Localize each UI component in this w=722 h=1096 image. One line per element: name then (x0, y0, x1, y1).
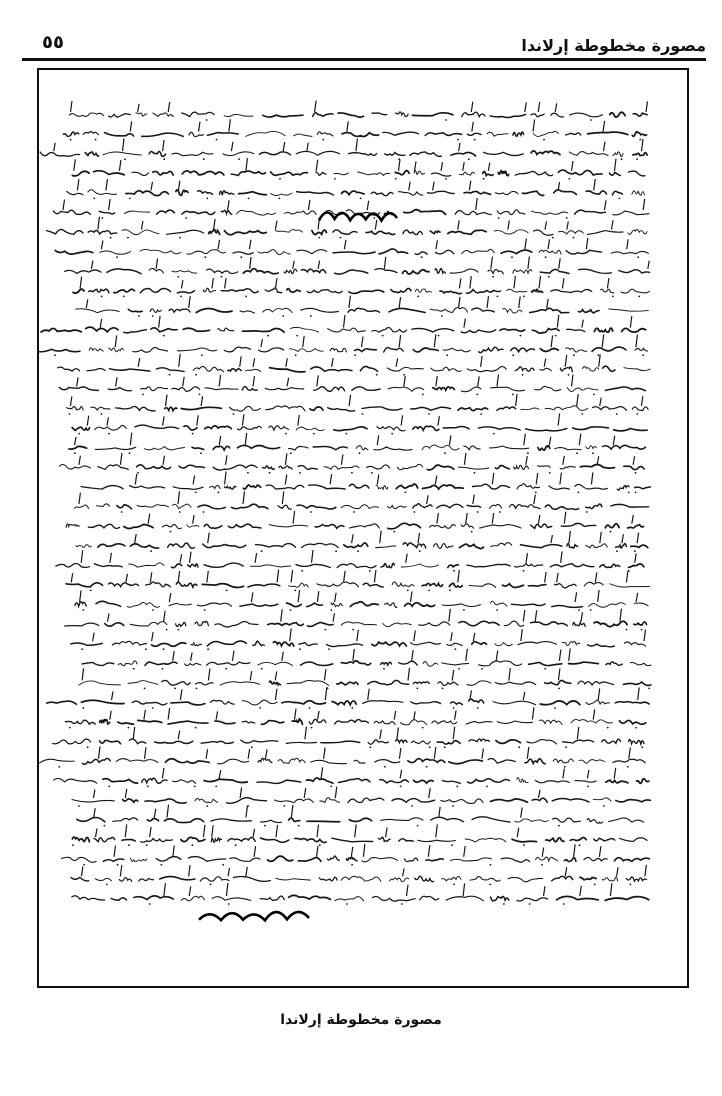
manuscript-line (65, 707, 645, 728)
manuscript-line (39, 334, 648, 356)
emphasized-word (199, 912, 309, 920)
manuscript-line (63, 119, 646, 140)
manuscript-frame (37, 68, 689, 988)
manuscript-line (72, 158, 644, 180)
manuscript-line (76, 531, 648, 553)
manuscript-line (72, 824, 647, 846)
manuscript-line (65, 256, 650, 277)
manuscript-line (79, 668, 651, 690)
manuscript-line (40, 138, 647, 160)
header-rule (22, 58, 706, 61)
manuscript-line (56, 550, 644, 572)
manuscript-line (77, 805, 644, 827)
manuscript-line (72, 883, 649, 905)
manuscript-line (53, 198, 649, 219)
manuscript-line (73, 276, 649, 297)
manuscript-line (71, 629, 646, 651)
manuscript-line (66, 570, 649, 592)
manuscript-line (65, 609, 647, 631)
manuscript-line (67, 394, 649, 415)
manuscript-line (74, 491, 648, 513)
manuscript-line (82, 648, 651, 669)
manuscript-line (81, 472, 650, 494)
manuscript-line (47, 687, 650, 709)
manuscript-line (53, 727, 644, 748)
manuscript-line (75, 590, 648, 611)
manuscript-line (54, 767, 649, 787)
manuscript-line (59, 375, 645, 396)
manuscript-line (67, 179, 645, 199)
manuscript-line (58, 354, 651, 376)
manuscript-line (69, 101, 647, 121)
manuscript-line (39, 746, 645, 767)
running-title: مصورة مخطوطة إرلاندا (521, 36, 706, 55)
manuscript-line (55, 238, 648, 258)
manuscript-line (66, 511, 644, 533)
manuscript-line (59, 453, 644, 474)
manuscript-line (71, 865, 647, 886)
manuscript-line (47, 217, 648, 239)
manuscript-line (41, 315, 646, 337)
page-number: ٥٥ (42, 32, 64, 53)
manuscript-line (72, 413, 647, 434)
figure-caption: مصورة مخطوطة إرلاندا (280, 1012, 442, 1028)
manuscript-line (72, 787, 650, 807)
emphasized-word (319, 212, 397, 220)
manuscript-line (62, 844, 650, 866)
manuscript-handwriting (39, 70, 691, 990)
manuscript-line (69, 433, 646, 455)
manuscript-line (76, 296, 649, 317)
